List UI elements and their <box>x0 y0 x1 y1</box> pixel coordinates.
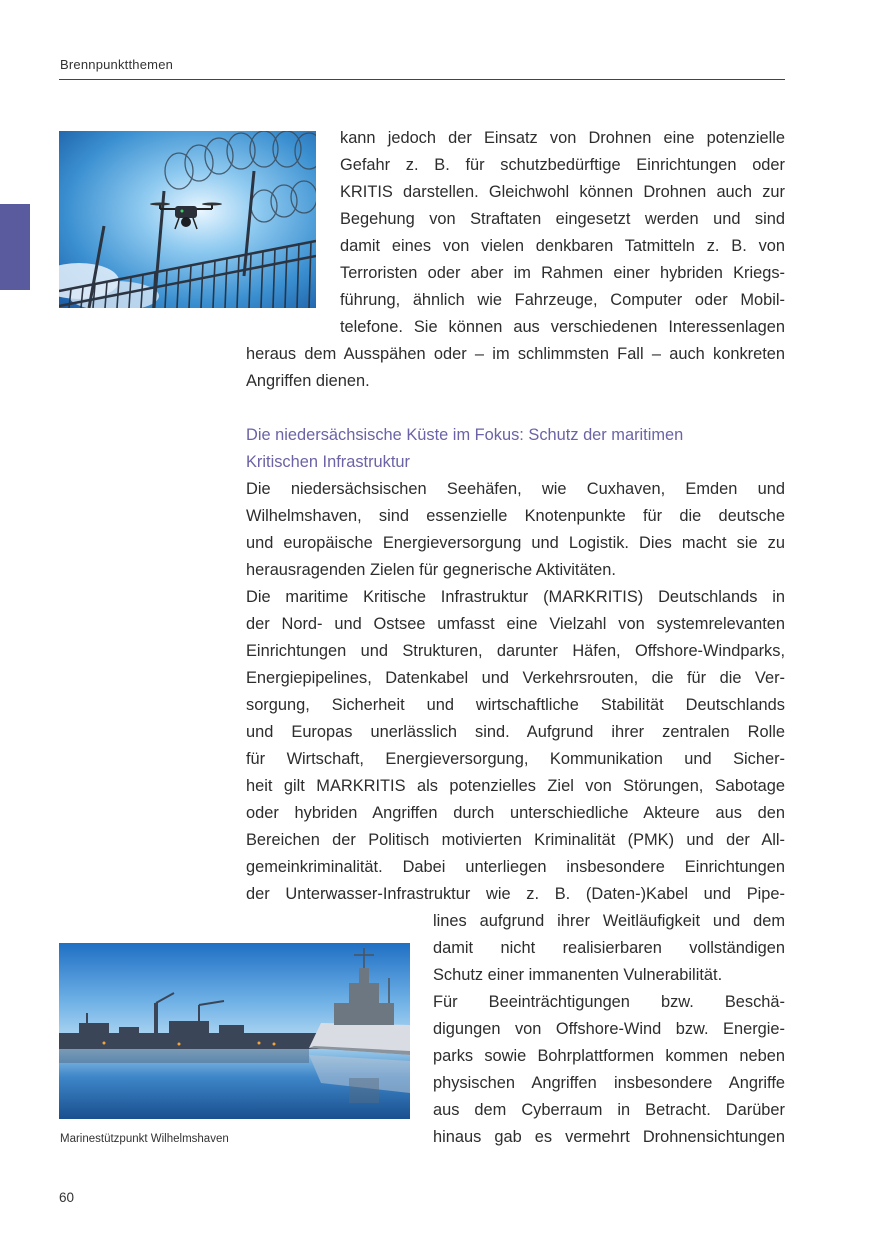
drone-over-fence-photo <box>59 131 316 308</box>
text-line: heit gilt MARKRITIS als potenzielles Ziel von Störungen, Sabotage <box>246 777 785 795</box>
section-heading-line: Kritischen Infrastruktur <box>246 453 410 471</box>
chapter-tab-marker <box>0 204 30 290</box>
text-line: Die maritime Kritische Infrastruktur (MARKRITIS) Deutschlands in <box>246 588 785 606</box>
text-line: kann jedoch der Einsatz von Drohnen eine potenzielle <box>340 129 785 147</box>
text-line: Die niedersächsischen Seehäfen, wie Cuxhaven, Emden und <box>246 480 785 498</box>
text-line: Einrichtungen und Strukturen, darunter Häfen, Offshore-Windparks, <box>246 642 785 660</box>
text-line: damit nicht realisierbaren vollständigen <box>433 939 785 957</box>
text-line: Begehung von Straftaten eingesetzt werden und sind <box>340 210 785 228</box>
text-line: herausragenden Zielen für gegnerische Aktivitäten. <box>246 561 616 579</box>
text-line: Wilhelmshaven, sind essenzielle Knotenpunkte für die deutsche <box>246 507 785 525</box>
text-line: und Europas unerlässlich sind. Aufgrund ihrer zentralen Rolle <box>246 723 785 741</box>
text-line: Terroristen oder aber im Rahmen einer hybriden Kriegs- <box>340 264 785 282</box>
naval-harbor-photo <box>59 943 410 1119</box>
text-line: Bereichen der Politisch motivierten Kriminalität (PMK) und der All- <box>246 831 785 849</box>
text-line: sorgung, Sicherheit und wirtschaftliche Stabilität Deutschlands <box>246 696 785 714</box>
text-line: lines aufgrund ihrer Weitläufigkeit und dem <box>433 912 785 930</box>
text-line: oder hybriden Angriffen durch unterschiedliche Akteure aus den <box>246 804 785 822</box>
text-line: Für Beeinträchtigungen bzw. Beschä- <box>433 993 785 1011</box>
text-line: digungen von Offshore-Wind bzw. Energie- <box>433 1020 785 1038</box>
image-caption: Marinestützpunkt Wilhelmshaven <box>60 1133 229 1145</box>
text-line: physischen Angriffen insbesondere Angriffe <box>433 1074 785 1092</box>
text-line: heraus dem Ausspähen oder – im schlimmsten Fall – auch konkreten <box>246 345 785 363</box>
header-rule <box>59 79 785 80</box>
text-line: für Wirtschaft, Energieversorgung, Kommunikation und Sicher- <box>246 750 785 768</box>
text-line: gemeinkriminalität. Dabei unterliegen insbesondere Einrichtungen <box>246 858 785 876</box>
text-line: KRITIS darstellen. Gleichwohl können Drohnen auch zur <box>340 183 785 201</box>
text-line: und europäische Energieversorgung und Logistik. Dies macht sie zu <box>246 534 785 552</box>
text-line: führung, ähnlich wie Fahrzeuge, Computer oder Mobil- <box>340 291 785 309</box>
page-number: 60 <box>59 1190 75 1205</box>
text-line: parks sowie Bohrplattformen kommen neben <box>433 1047 785 1065</box>
text-line: Energiepipelines, Datenkabel und Verkehrsrouten, die für die Ver- <box>246 669 785 687</box>
section-heading-line: Die niedersächsische Küste im Fokus: Schutz der maritimen <box>246 426 684 444</box>
text-line: der Unterwasser-Infrastruktur wie z. B. (Daten-)Kabel und Pipe- <box>246 885 785 903</box>
text-line: aus dem Cyberraum in Betracht. Darüber <box>433 1101 785 1119</box>
text-line: Schutz einer immanenten Vulnerabilität. <box>433 966 723 984</box>
text-line: Angriffen dienen. <box>246 372 370 390</box>
text-line: Gefahr z. B. für schutzbedürftige Einrichtungen oder <box>340 156 785 174</box>
running-header: Brennpunktthemen <box>60 57 174 72</box>
text-line: damit eines von vielen denkbaren Tatmitteln z. B. von <box>340 237 785 255</box>
text-line: hinaus gab es vermehrt Drohnensichtungen <box>433 1128 785 1146</box>
text-line: der Nord- und Ostsee umfasst eine Vielzahl von systemrelevanten <box>246 615 785 633</box>
text-line: telefone. Sie können aus verschiedenen Interessenlagen <box>340 318 785 336</box>
